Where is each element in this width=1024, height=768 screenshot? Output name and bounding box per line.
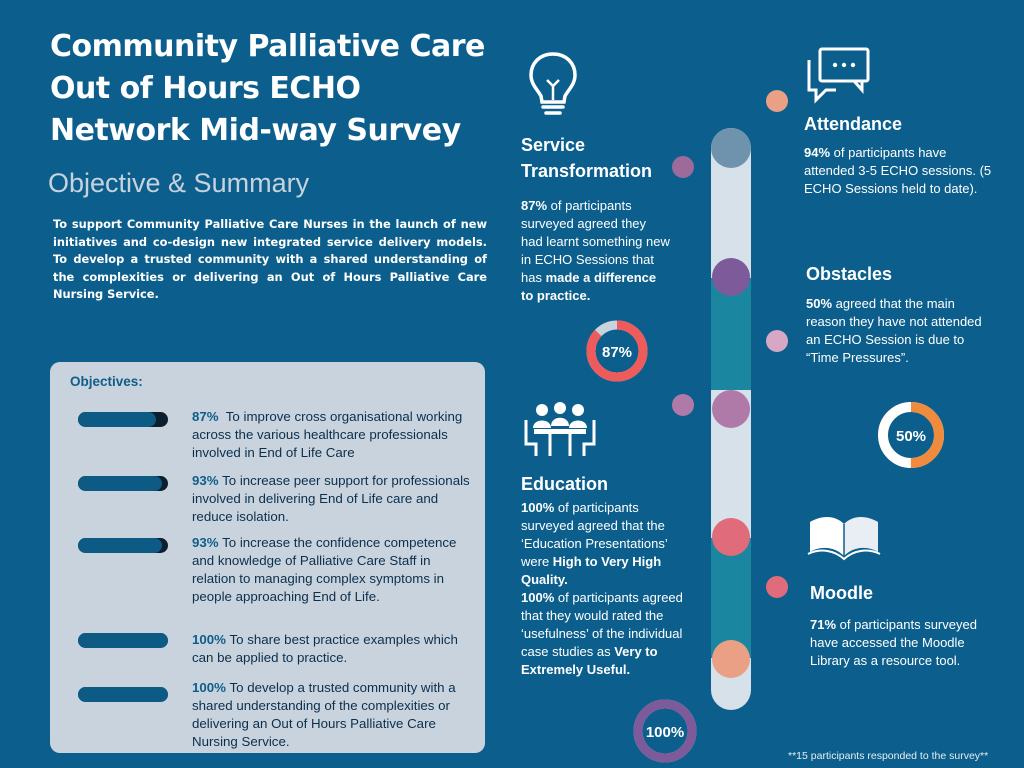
objective-pct: 93% [192, 535, 219, 550]
objective-progress-fill [78, 633, 168, 648]
service-donut [585, 319, 649, 383]
donut-label: 100% [645, 724, 685, 741]
marker-dot [766, 576, 788, 598]
marker-dot [672, 156, 694, 178]
timeline-node [712, 258, 750, 296]
donut-label: 87% [601, 344, 633, 361]
objective-item [192, 472, 477, 526]
objective-progress-fill [78, 476, 162, 491]
objective-progress-bar-2 [78, 476, 168, 491]
moodle-pct: 71% [810, 617, 837, 632]
objective-pct: 100% [192, 680, 227, 695]
moodle-heading: Moodle [810, 583, 873, 603]
service-pct: 87% [521, 198, 548, 213]
section-subtitle: Objective & Summary [48, 168, 310, 198]
lightbulb-icon [526, 50, 580, 118]
objective-progress-fill [78, 412, 156, 427]
objective-text: To increase peer support for professionals involved in delivering End of Life care and reduce isolation. [192, 473, 470, 524]
timeline-node [712, 518, 750, 556]
education-p1-bold: High to Very High Quality. [521, 554, 662, 587]
timeline-node [712, 640, 750, 678]
intro-paragraph: To support Community Palliative Care Nurses in the launch of new initiatives and co-design new integrated service delivery models. To develop a trusted community with a shared understanding of the complexities or delivering an Out of Hours Palliative Care Nursing Service. [53, 217, 487, 301]
objective-item [192, 534, 477, 606]
moodle-text [810, 616, 1005, 670]
objectives-panel [50, 362, 485, 753]
education-p1-text: of participants surveyed agreed that the ‘Education Presentations’ were [521, 500, 668, 569]
obstacles-pct: 50% [806, 296, 833, 311]
donut-label: 50% [895, 428, 927, 445]
education-heading: Education [521, 474, 609, 494]
open-book-icon [806, 512, 882, 562]
attendance-pct: 94% [804, 145, 831, 160]
objective-text: To increase the confidence competence and knowledge of Palliative Care Staff in relation to managing complex symptoms in people approaching End of Life. [192, 535, 457, 604]
service-text [521, 197, 671, 305]
attendance-heading: Attendance [804, 114, 903, 134]
objective-item [192, 679, 477, 751]
page-title: Community Palliative Care Out of Hours ECHO Network Mid-way Survey [50, 29, 485, 148]
objective-progress-bar-4 [78, 633, 168, 648]
marker-dot [766, 330, 788, 352]
obstacles-heading: Obstacles [806, 264, 893, 284]
footnote: **15 participants responded to the survey** [788, 750, 989, 762]
education-p2-text: of participants agreed that they would rated the ‘usefulness’ of the individual case studies as [521, 590, 683, 659]
objective-text: To improve cross organisational working across the various healthcare professionals involved in End of Life Care [192, 409, 463, 460]
service-text-bold: made a difference to practice. [521, 270, 657, 303]
objective-pct: 100% [192, 632, 227, 647]
moodle-text-a: of participants surveyed have accessed the Moodle Library as a resource tool. [810, 617, 977, 668]
objective-progress-fill [78, 538, 162, 553]
objectives-title: Objectives: [70, 374, 143, 389]
marker-dot [766, 90, 788, 112]
obstacles-text [806, 295, 998, 367]
objective-progress-fill [78, 687, 168, 702]
objective-text: To develop a trusted community with a shared understanding of the complexities or delivering an Out of Hours Palliative Care Nursing Service. [192, 680, 456, 749]
timeline-node [711, 128, 751, 168]
objective-progress-bar-5 [78, 687, 168, 702]
objective-progress-bar-3 [78, 538, 168, 553]
obstacles-donut [876, 400, 946, 470]
education-p2-pct: 100% [521, 590, 555, 605]
service-heading: Service Transformation [521, 135, 653, 181]
education-p2-bold: Very to Extremely Useful. [521, 644, 658, 677]
service-text-a: of participants surveyed agreed they had learnt something new in ECHO Sessions that has [521, 198, 670, 285]
objective-pct: 93% [192, 473, 219, 488]
education-donut [632, 698, 698, 764]
marker-dot [672, 394, 694, 416]
meeting-group-icon [520, 402, 600, 458]
objective-item [192, 408, 477, 462]
education-p1-pct: 100% [521, 500, 555, 515]
education-text [521, 499, 686, 679]
objective-item [192, 631, 477, 667]
objective-text: To share best practice examples which can be applied to practice. [192, 632, 458, 665]
objective-progress-bar-1 [78, 412, 168, 427]
chat-bubble-icon [806, 46, 872, 104]
objective-pct: 87% [192, 409, 219, 424]
attendance-text [804, 144, 994, 198]
attendance-text-a: of participants have attended 3-5 ECHO sessions. (5 ECHO Sessions held to date). [804, 145, 992, 196]
timeline-node [712, 390, 750, 428]
obstacles-text-a: agreed that the main reason they have not attended an ECHO Session is due to “Time Pressures”. [806, 296, 982, 365]
